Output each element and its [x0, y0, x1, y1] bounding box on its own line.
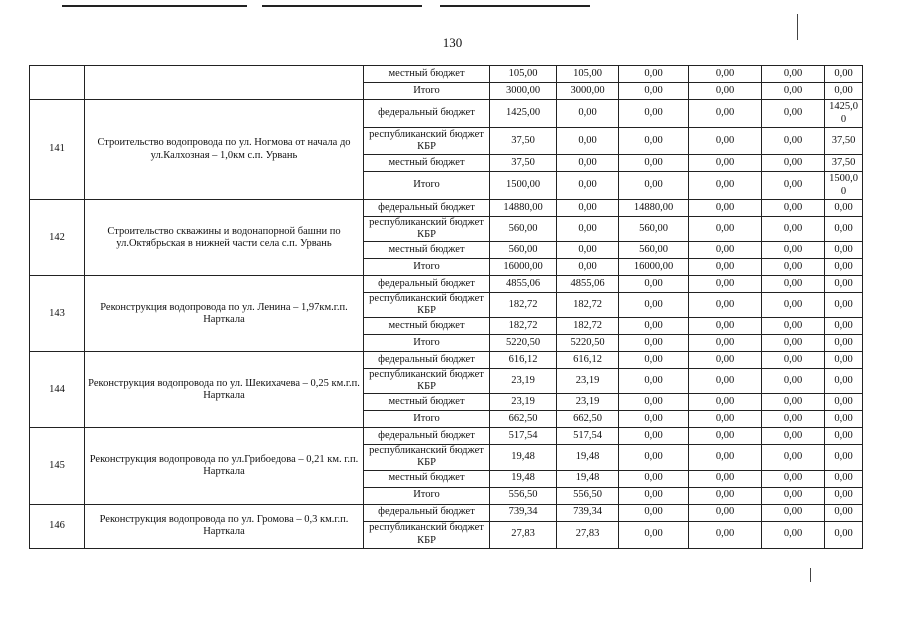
value-cell: 517,54: [557, 428, 619, 445]
value-cell: 0,00: [762, 100, 825, 128]
value-cell: 0,00: [619, 318, 689, 335]
value-cell: 16000,00: [619, 259, 689, 276]
value-cell: 14880,00: [490, 200, 557, 217]
value-cell: 105,00: [490, 66, 557, 83]
value-cell: 0,00: [689, 100, 762, 128]
table-row: [30, 100, 863, 128]
value-cell: 0,00: [762, 293, 825, 318]
top-rule-1: [62, 5, 247, 7]
source-cell: федеральный бюджет: [364, 352, 490, 369]
value-cell: 0,00: [619, 428, 689, 445]
project-name: Реконструкция водопровода по ул. Громова – 0,3 км.г.п. Нарткала: [85, 504, 364, 548]
value-cell: 0,00: [762, 318, 825, 335]
value-cell: 0,00: [557, 172, 619, 200]
source-cell: Итого: [364, 335, 490, 352]
budget-table: [29, 65, 863, 549]
value-cell: 517,54: [490, 428, 557, 445]
value-cell: 616,12: [557, 352, 619, 369]
value-cell: 0,00: [619, 411, 689, 428]
value-cell: 0,00: [557, 259, 619, 276]
value-cell: 0,00: [689, 428, 762, 445]
value-cell: 0,00: [762, 394, 825, 411]
value-cell: 0,00: [689, 293, 762, 318]
table-row: [30, 276, 863, 293]
table-row: [30, 428, 863, 445]
value-cell: 27,83: [557, 521, 619, 548]
value-cell: 23,19: [557, 394, 619, 411]
value-cell: 0,00: [619, 172, 689, 200]
value-cell: 0,00: [762, 83, 825, 100]
source-cell: местный бюджет: [364, 155, 490, 172]
value-cell: 0,00: [619, 369, 689, 394]
value-cell: 0,00: [762, 66, 825, 83]
value-cell: 0,00: [762, 428, 825, 445]
top-rule-3: [440, 5, 590, 7]
value-cell: 0,00: [825, 428, 863, 445]
value-cell: 0,00: [825, 259, 863, 276]
source-cell: федеральный бюджет: [364, 200, 490, 217]
value-cell: 19,48: [557, 445, 619, 470]
value-cell: 662,50: [557, 411, 619, 428]
source-cell: республиканский бюджет КБР: [364, 217, 490, 242]
project-name: Реконструкция водопровода по ул.Грибоедова – 0,21 км. г.п. Нарткала: [85, 428, 364, 504]
value-cell: 0,00: [689, 318, 762, 335]
value-cell: 0,00: [689, 352, 762, 369]
value-cell: 37,50: [490, 128, 557, 155]
value-cell: 1425,00: [490, 100, 557, 128]
value-cell: 0,00: [762, 242, 825, 259]
value-cell: 0,00: [762, 521, 825, 548]
value-cell: 16000,00: [490, 259, 557, 276]
value-cell: 37,50: [490, 155, 557, 172]
value-cell: 27,83: [490, 521, 557, 548]
project-number: 142: [30, 200, 85, 276]
value-cell: 0,00: [762, 445, 825, 470]
value-cell: 616,12: [490, 352, 557, 369]
value-cell: 37,50: [825, 155, 863, 172]
margin-mark-bottom: [810, 568, 811, 582]
value-cell: 182,72: [557, 318, 619, 335]
project-number: 141: [30, 100, 85, 200]
value-cell: 560,00: [619, 242, 689, 259]
value-cell: 0,00: [689, 521, 762, 548]
source-cell: республиканский бюджет КБР: [364, 293, 490, 318]
value-cell: 5220,50: [557, 335, 619, 352]
project-number: 143: [30, 276, 85, 352]
value-cell: 0,00: [762, 369, 825, 394]
value-cell: 182,72: [490, 318, 557, 335]
source-cell: Итого: [364, 259, 490, 276]
value-cell: 1500,00: [490, 172, 557, 200]
value-cell: 0,00: [619, 487, 689, 504]
value-cell: 0,00: [619, 293, 689, 318]
value-cell: 0,00: [825, 504, 863, 521]
value-cell: 0,00: [762, 200, 825, 217]
value-cell: 0,00: [619, 66, 689, 83]
value-cell: 0,00: [825, 352, 863, 369]
value-cell: 0,00: [689, 276, 762, 293]
value-cell: 0,00: [689, 128, 762, 155]
value-cell: 662,50: [490, 411, 557, 428]
value-cell: 3000,00: [490, 83, 557, 100]
value-cell: 0,00: [689, 259, 762, 276]
value-cell: 0,00: [762, 217, 825, 242]
value-cell: 0,00: [762, 335, 825, 352]
value-cell: 0,00: [825, 394, 863, 411]
source-cell: Итого: [364, 487, 490, 504]
page-number: 130: [442, 35, 463, 50]
value-cell: 0,00: [762, 470, 825, 487]
value-cell: 0,00: [619, 470, 689, 487]
value-cell: 0,00: [689, 411, 762, 428]
number-cell: [30, 66, 85, 100]
value-cell: 0,00: [689, 217, 762, 242]
value-cell: 0,00: [557, 200, 619, 217]
value-cell: 0,00: [557, 155, 619, 172]
project-name: Реконструкция водопровода по ул. Ленина – 1,97км.г.п. Нарткала: [85, 276, 364, 352]
value-cell: 0,00: [619, 352, 689, 369]
value-cell: 0,00: [619, 155, 689, 172]
value-cell: 105,00: [557, 66, 619, 83]
value-cell: 739,34: [490, 504, 557, 521]
value-cell: 0,00: [689, 200, 762, 217]
value-cell: 0,00: [825, 369, 863, 394]
project-name-cell: [85, 66, 364, 100]
value-cell: 0,00: [825, 66, 863, 83]
source-cell: местный бюджет: [364, 394, 490, 411]
value-cell: 0,00: [689, 445, 762, 470]
value-cell: 0,00: [762, 504, 825, 521]
source-cell: федеральный бюджет: [364, 504, 490, 521]
value-cell: 0,00: [825, 318, 863, 335]
value-cell: 14880,00: [619, 200, 689, 217]
source-cell: местный бюджет: [364, 318, 490, 335]
source-cell: местный бюджет: [364, 242, 490, 259]
value-cell: 0,00: [689, 66, 762, 83]
value-cell: 0,00: [689, 83, 762, 100]
value-cell: 0,00: [762, 259, 825, 276]
project-number: 145: [30, 428, 85, 504]
value-cell: 4855,06: [490, 276, 557, 293]
value-cell: 0,00: [825, 276, 863, 293]
value-cell: 0,00: [619, 521, 689, 548]
project-number: 146: [30, 504, 85, 548]
value-cell: 0,00: [825, 470, 863, 487]
value-cell: 0,00: [619, 445, 689, 470]
value-cell: 0,00: [619, 335, 689, 352]
value-cell: 0,00: [762, 352, 825, 369]
value-cell: 1500,0 0: [825, 172, 863, 200]
value-cell: 23,19: [490, 394, 557, 411]
source-cell: местный бюджет: [364, 470, 490, 487]
value-cell: 0,00: [825, 487, 863, 504]
source-cell: республиканский бюджет КБР: [364, 369, 490, 394]
value-cell: 0,00: [825, 445, 863, 470]
project-name: Реконструкция водопровода по ул. Шекихачева – 0,25 км.г.п. Нарткала: [85, 352, 364, 428]
source-cell: федеральный бюджет: [364, 276, 490, 293]
value-cell: 182,72: [557, 293, 619, 318]
source-cell: местный бюджет: [364, 66, 490, 83]
table-row: [30, 504, 863, 521]
value-cell: 19,48: [557, 470, 619, 487]
source-cell: республиканский бюджет КБР: [364, 521, 490, 548]
value-cell: 0,00: [825, 242, 863, 259]
value-cell: 0,00: [825, 83, 863, 100]
top-rule-2: [262, 5, 422, 7]
value-cell: 0,00: [689, 335, 762, 352]
value-cell: 0,00: [762, 128, 825, 155]
value-cell: 182,72: [490, 293, 557, 318]
value-cell: 560,00: [490, 242, 557, 259]
value-cell: 0,00: [762, 155, 825, 172]
table-row: [30, 352, 863, 369]
value-cell: 0,00: [619, 394, 689, 411]
value-cell: 0,00: [689, 369, 762, 394]
value-cell: 556,50: [557, 487, 619, 504]
value-cell: 0,00: [825, 411, 863, 428]
value-cell: 0,00: [557, 128, 619, 155]
value-cell: 19,48: [490, 445, 557, 470]
table-row: [30, 200, 863, 217]
project-name: Строительство водопровода по ул. Ногмова от начала до ул.Калхозная – 1,0км с.п. Урвань: [85, 100, 364, 200]
value-cell: 0,00: [619, 128, 689, 155]
value-cell: 0,00: [762, 172, 825, 200]
source-cell: федеральный бюджет: [364, 100, 490, 128]
value-cell: 0,00: [619, 83, 689, 100]
value-cell: 0,00: [689, 242, 762, 259]
value-cell: 23,19: [490, 369, 557, 394]
value-cell: 0,00: [689, 172, 762, 200]
project-name: Строительство скважины и водонапорной башни по ул.Октябрьская в нижней части села с.п. Урвань: [85, 200, 364, 276]
value-cell: 560,00: [490, 217, 557, 242]
value-cell: 0,00: [557, 242, 619, 259]
project-number: 144: [30, 352, 85, 428]
value-cell: 1425,0 0: [825, 100, 863, 128]
value-cell: 0,00: [825, 217, 863, 242]
value-cell: 0,00: [689, 487, 762, 504]
value-cell: 0,00: [825, 521, 863, 548]
value-cell: 3000,00: [557, 83, 619, 100]
value-cell: 19,48: [490, 470, 557, 487]
value-cell: 560,00: [619, 217, 689, 242]
value-cell: 0,00: [557, 217, 619, 242]
value-cell: 0,00: [825, 335, 863, 352]
source-cell: Итого: [364, 411, 490, 428]
value-cell: 0,00: [689, 155, 762, 172]
value-cell: 0,00: [825, 200, 863, 217]
value-cell: 23,19: [557, 369, 619, 394]
source-cell: Итого: [364, 83, 490, 100]
value-cell: 4855,06: [557, 276, 619, 293]
value-cell: 0,00: [557, 100, 619, 128]
value-cell: 739,34: [557, 504, 619, 521]
value-cell: 556,50: [490, 487, 557, 504]
value-cell: 0,00: [762, 276, 825, 293]
source-cell: республиканский бюджет КБР: [364, 128, 490, 155]
source-cell: Итого: [364, 172, 490, 200]
value-cell: 5220,50: [490, 335, 557, 352]
value-cell: 37,50: [825, 128, 863, 155]
value-cell: 0,00: [689, 394, 762, 411]
table-row: [30, 66, 863, 83]
source-cell: республиканский бюджет КБР: [364, 445, 490, 470]
value-cell: 0,00: [619, 504, 689, 521]
value-cell: 0,00: [619, 100, 689, 128]
source-cell: федеральный бюджет: [364, 428, 490, 445]
value-cell: 0,00: [619, 276, 689, 293]
value-cell: 0,00: [762, 411, 825, 428]
value-cell: 0,00: [762, 487, 825, 504]
value-cell: 0,00: [825, 293, 863, 318]
value-cell: 0,00: [689, 504, 762, 521]
value-cell: 0,00: [689, 470, 762, 487]
